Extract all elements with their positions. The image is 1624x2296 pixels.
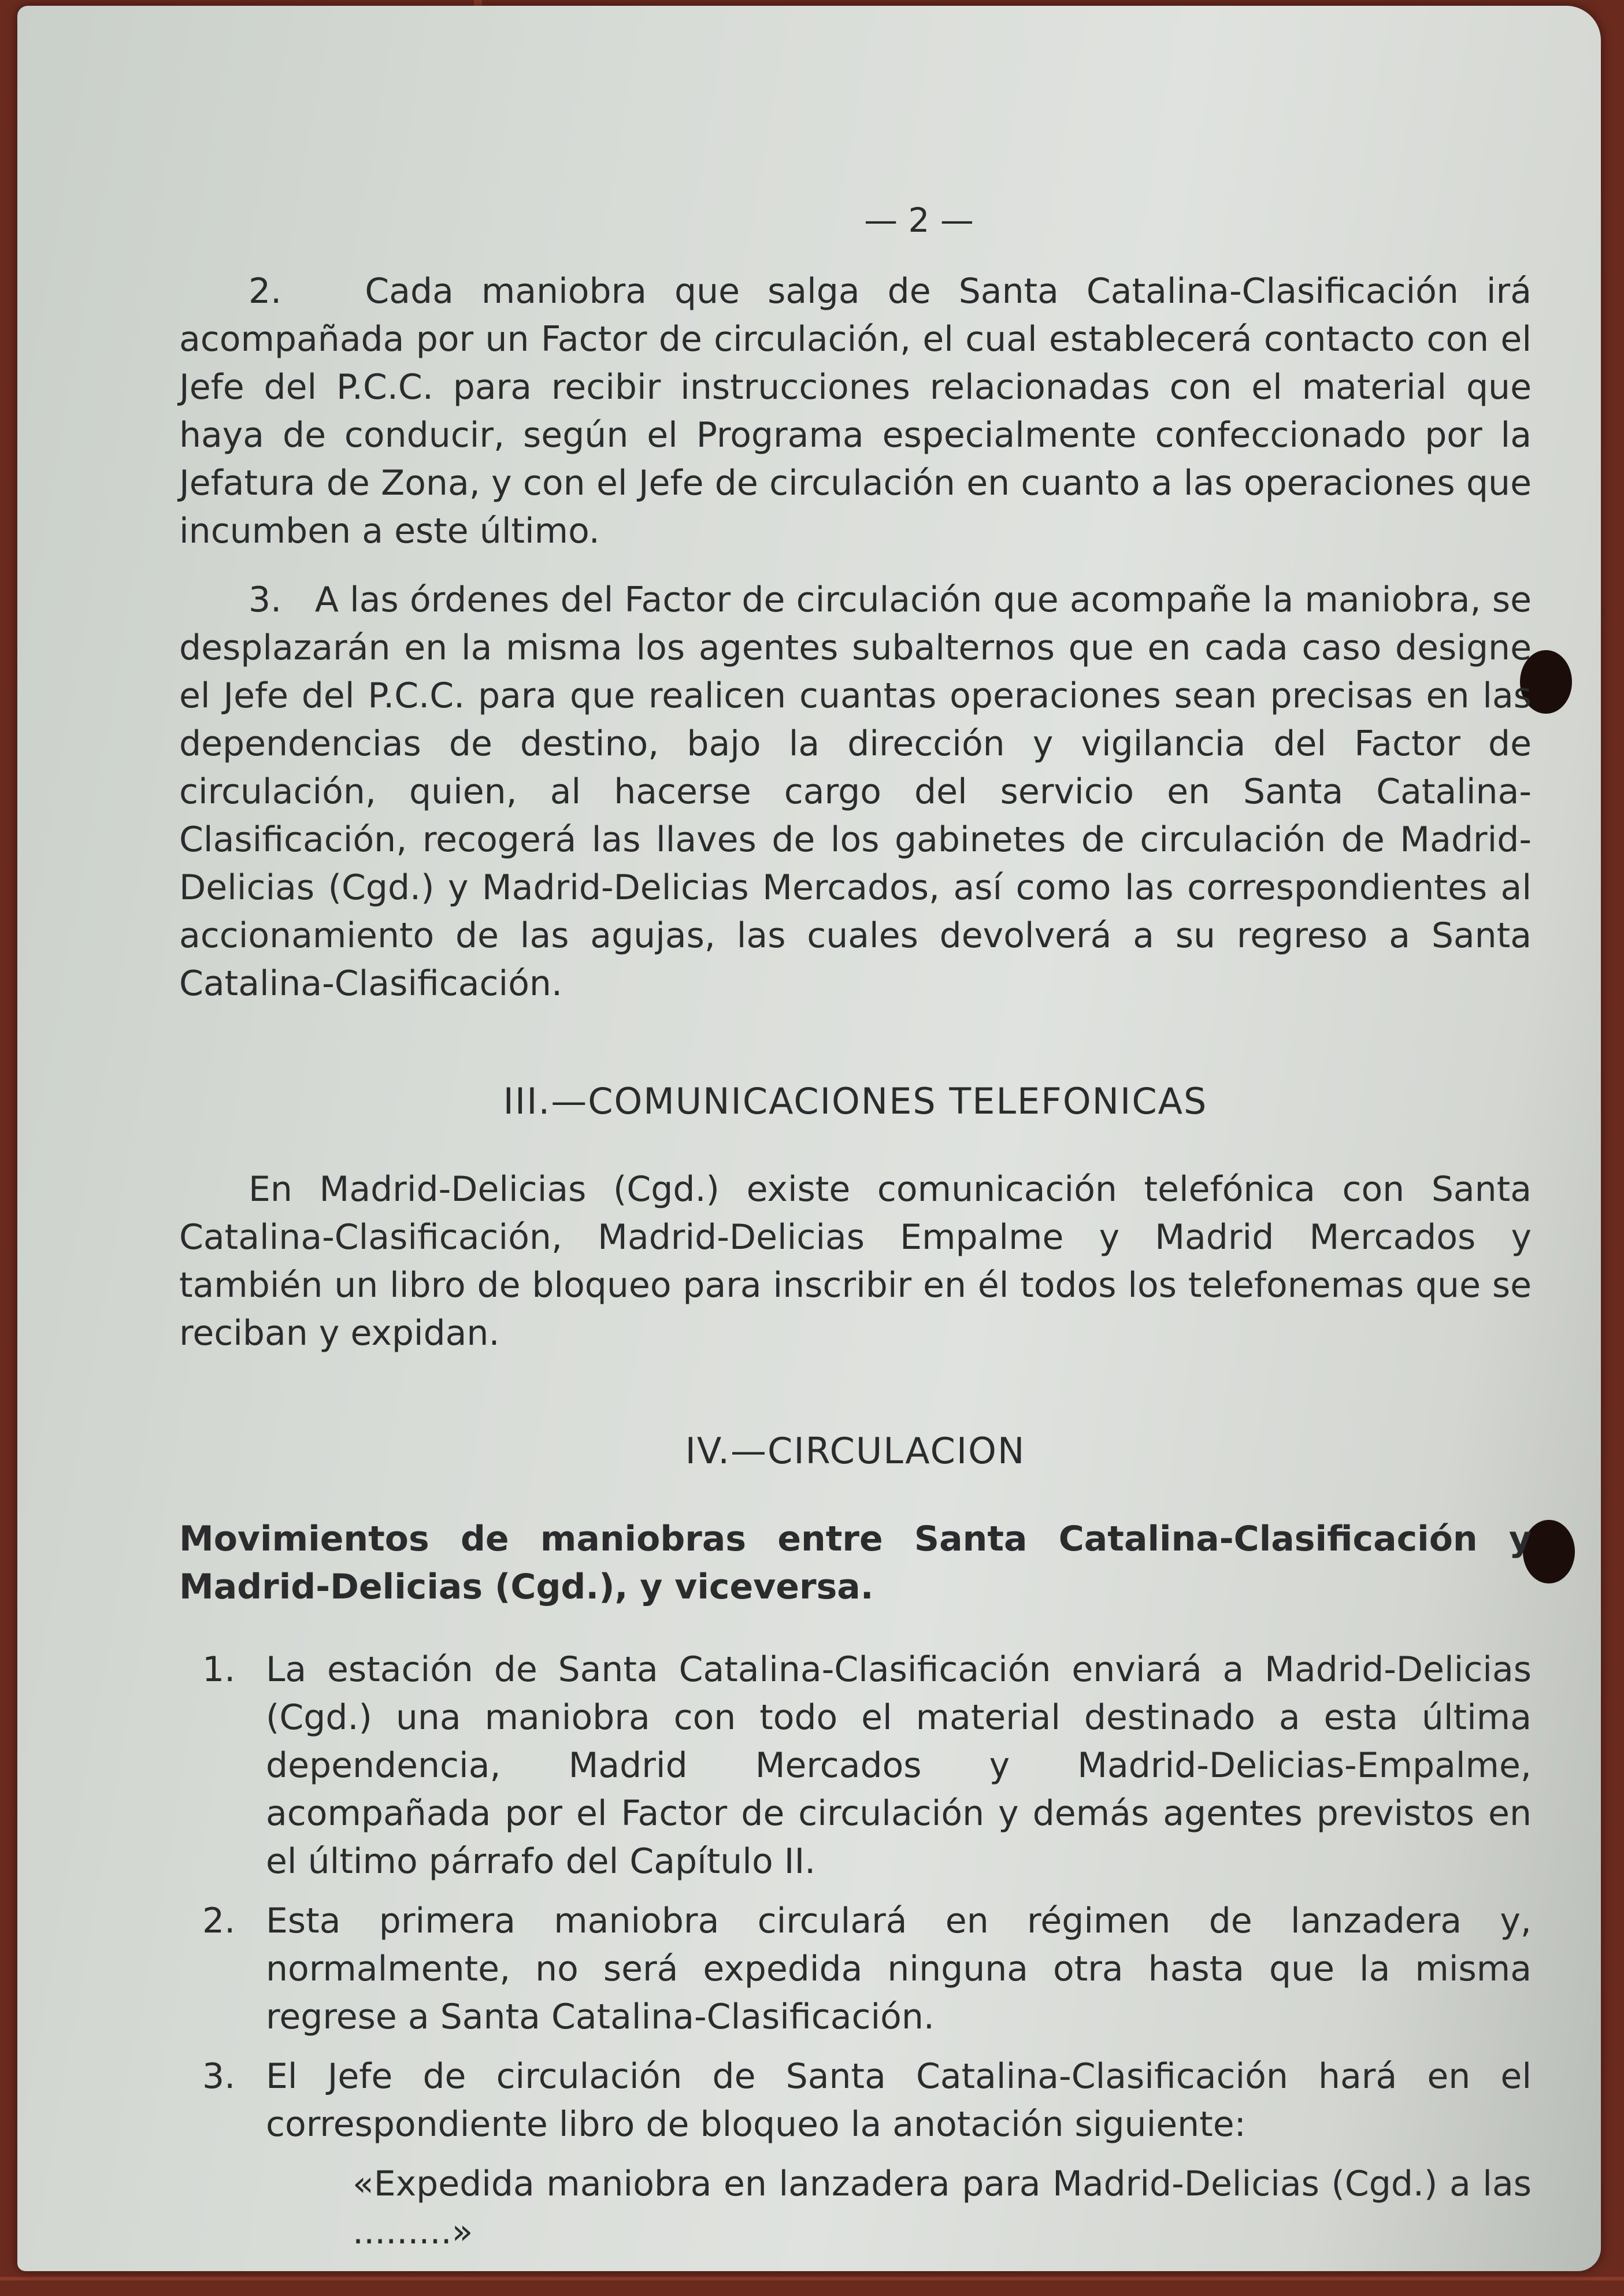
page-text: [179, 196, 1532, 2256]
section-heading-iv: IV.—CIRCULACION: [685, 1430, 1026, 1472]
section-heading-iii: III.—COMUNICACIONES TELEFONICAS: [503, 1080, 1208, 1122]
list-item-number: 1.: [202, 1649, 236, 1690]
list-item: [179, 2053, 1532, 2149]
list-item-number: 3.: [202, 2056, 236, 2097]
list-item-text: El Jefe de circulación de Santa Catalina-Clasificación hará en el correspondiente libro de bloqueo la anotación siguiente:: [266, 2056, 1532, 2145]
paragraph-3: 3. A las órdenes del Factor de circulación que acompañe la maniobra, se desplazarán en la misma los agentes subalternos que en cada caso designe el Jefe del P.C.C. para que realicen cuantas operaciones sean precisas en las dependencias de destino, bajo la dirección y vigilancia del Factor de circulación, quien, al hacerse cargo del servicio en Santa Catalina-Clasificación, recogerá las llaves de los gabinetes de circulación de Madrid-Delicias (Cgd.) y Madrid-Delicias Mercados, así como las correspondientes al accionamiento de las agujas, las cuales devolverá a su regreso a Santa Catalina-Clasificación.: [179, 580, 1532, 1004]
document-page: [17, 6, 1601, 2271]
list-item-text: Esta primera maniobra circulará en régimen de lanzadera y, normalmente, no será expedida ninguna otra hasta que la misma regrese a Santa Catalina-Clasificación.: [266, 1901, 1532, 2037]
page-number: — 2 —: [864, 201, 974, 240]
paragraph-2: 2. Cada maniobra que salga de Santa Catalina-Clasificación irá acompañada por un Factor de circulación, el cual establecerá contacto con el Jefe del P.C.C. para recibir instrucciones relacionadas con el material que haya de conducir, según el Programa especialmente confeccionado por la Jefatura de Zona, y con el Jefe de circulación en cuanto a las operaciones que incumben a este último.: [179, 271, 1532, 551]
section-iii-text: En Madrid-Delicias (Cgd.) existe comunicación telefónica con Santa Catalina-Clasificación, Madrid-Delicias Empalme y Madrid Mercados y también un libro de bloqueo para inscribir en él todos los telefonemas que se reciban y expidan.: [179, 1169, 1532, 1353]
list-item: [179, 1897, 1532, 2041]
list-item: [179, 1646, 1532, 1886]
logbook-entry-quote: «Expedida maniobra en lanzadera para Madrid-Delicias (Cgd.) a las .........»: [353, 2164, 1532, 2252]
background-tile-seam: [0, 2277, 1624, 2280]
section-iv-subheading: Movimientos de maniobras entre Santa Catalina-Clasificación y Madrid-Delicias (Cgd.), y viceversa.: [179, 1519, 1532, 1607]
list-item-text: La estación de Santa Catalina-Clasificación enviará a Madrid-Delicias (Cgd.) una maniobra con todo el material destinado a esta última dependencia, Madrid Mercados y Madrid-Delicias-Empalme, acompañada por el Factor de circulación y demás agentes previstos en el último párrafo del Capítulo II.: [266, 1649, 1532, 1882]
list-item-number: 2.: [202, 1901, 236, 1941]
